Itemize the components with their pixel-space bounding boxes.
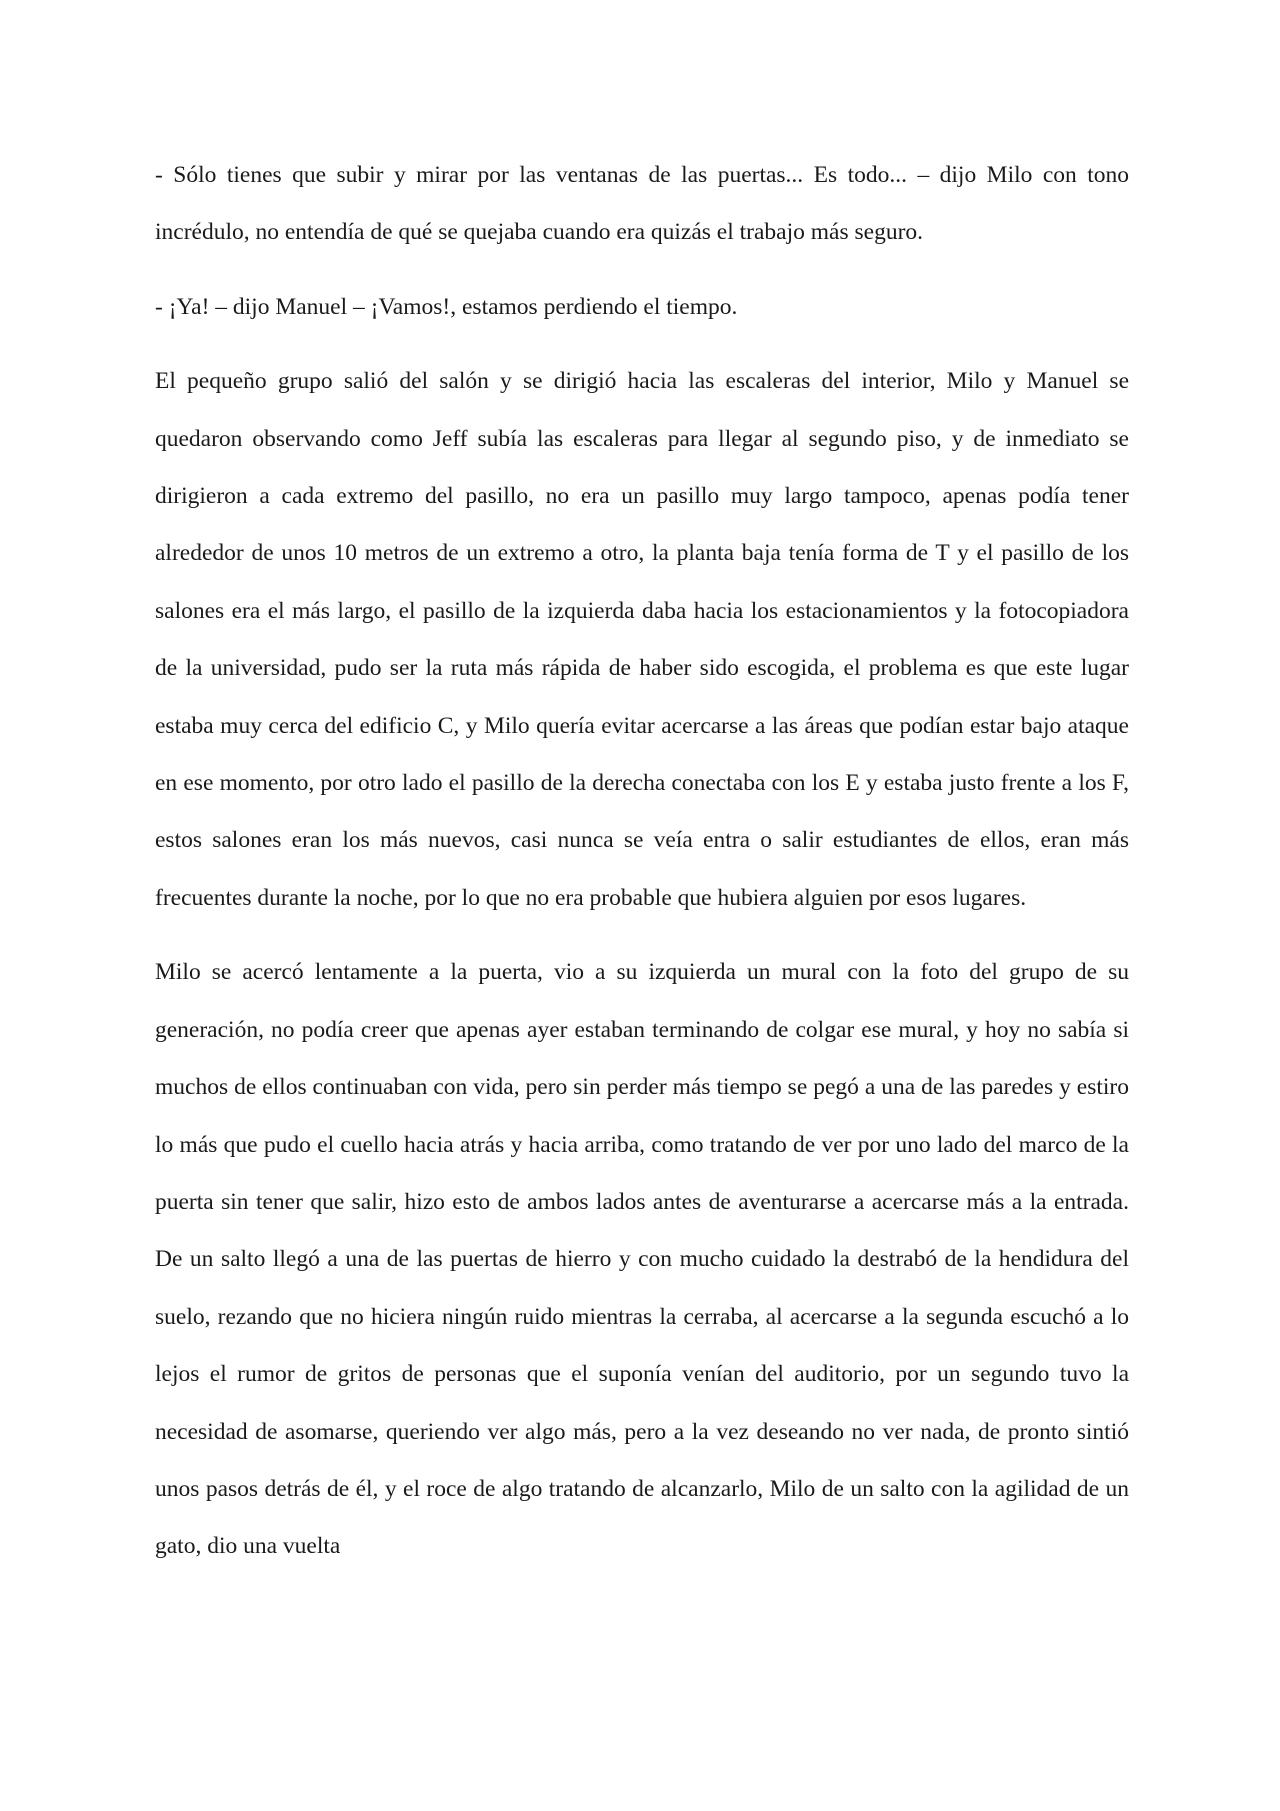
paragraph-4: Milo se acercó lentamente a la puerta, vio a su izquierda un mural con la foto del grupo de su generación, no podía creer que apenas ayer estaban terminando de colgar ese mural, y hoy no sabía si muchos de ellos continuaban con vida, pero sin perder más tiempo se pegó a una de las paredes y estiro lo más que pudo el cuello hacia atrás y hacia arriba, como tratando de ver por uno lado del marco de la puerta sin tener que salir, hizo esto de ambos lados antes de aventurarse a acercarse más a la entrada. De un salto llegó a una de las puertas de hierro y con mucho cuidado la destrabó de la hendidura del suelo, rezando que no hiciera ningún ruido mientras la cerraba, al acercarse a la segunda escuchó a lo lejos el rumor de gritos de personas que el suponía venían del auditorio, por un segundo tuvo la necesidad de asomarse, queriendo ver algo más, pero a la vez deseando no ver nada, de pronto sintió unos pasos detrás de él, y el roce de algo tratando de alcanzarlo, Milo de un salto con la agilidad de un gato, dio una vuelta — [155, 959, 1129, 1560]
document-body — [155, 147, 1129, 1593]
paragraph-3: El pequeño grupo salió del salón y se dirigió hacia las escaleras del interior, Milo y Manuel se quedaron observando como Jeff subía las escaleras para llegar al segundo piso, y de inmediato se dirigieron a cada extremo del pasillo, no era un pasillo muy largo tampoco, apenas podía tener alrededor de unos 10 metros de un extremo a otro, la planta baja tenía forma de T y el pasillo de los salones era el más largo, el pasillo de la izquierda daba hacia los estacionamientos y la fotocopiadora de la universidad, pudo ser la ruta más rápida de haber sido escogida, el problema es que este lugar estaba muy cerca del edificio C, y Milo quería evitar acercarse a las áreas que podían estar bajo ataque en ese momento, por otro lado el pasillo de la derecha conectaba con los E y estaba justo frente a los F, estos salones eran los más nuevos, casi nunca se veía entra o salir estudiantes de ellos, eran más frecuentes durante la noche, por lo que no era probable que hubiera alguien por esos lugares. — [155, 368, 1129, 911]
paragraph-1: - Sólo tienes que subir y mirar por las ventanas de las puertas... Es todo... – dijo Milo con tono incrédulo, no entendía de qué se quejaba cuando era quizás el trabajo más seguro. — [155, 162, 1129, 246]
paragraph-2: - ¡Ya! – dijo Manuel – ¡Vamos!, estamos perdiendo el tiempo. — [155, 293, 738, 320]
